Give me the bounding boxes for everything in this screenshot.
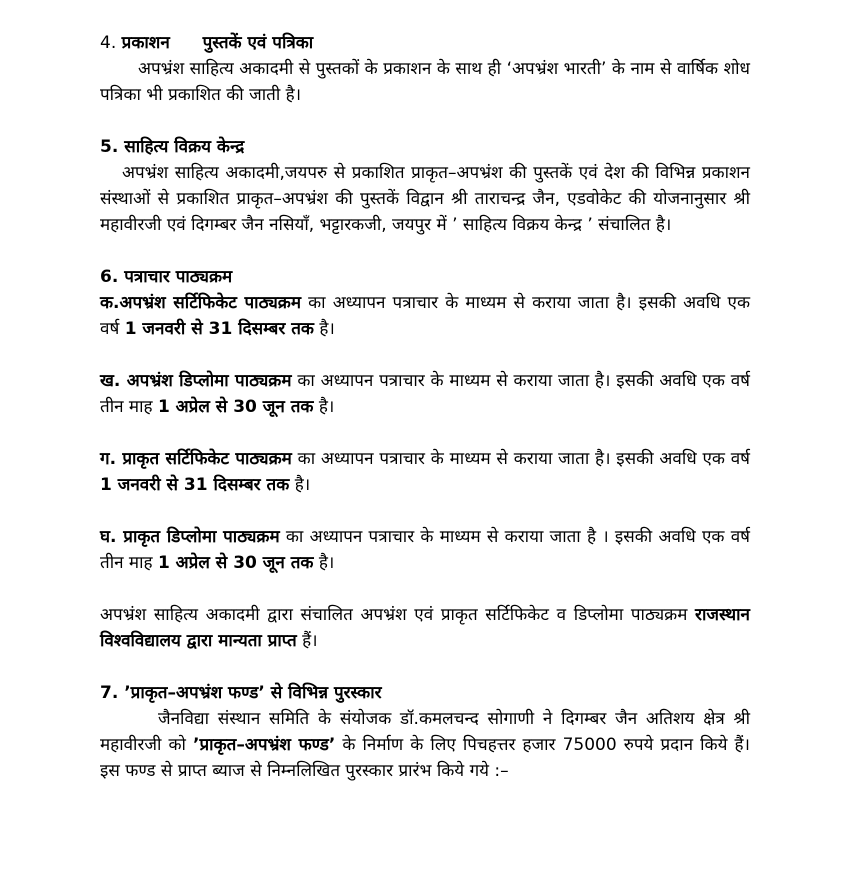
recognition-paragraph xyxy=(100,602,750,654)
section-title: 5. साहित्य विक्रय केन्द्र xyxy=(100,137,245,157)
course-period: 1 जनवरी से 31 दिसम्बर तक xyxy=(124,319,314,339)
section-number: 4. xyxy=(100,33,117,53)
course-period: 1 अप्रेल से 30 जून तक xyxy=(157,553,314,573)
section-sales-centre xyxy=(100,134,750,238)
fund-name: ’प्राकृत–अपभ्रंश फण्ड’ xyxy=(193,735,336,755)
section-title: 7. ’प्राकृत–अपभ्रंश फण्ड’ से विभिन्न पुरस्कार xyxy=(100,683,382,703)
course-end: है। xyxy=(318,397,335,417)
section-body xyxy=(100,706,750,784)
recognition-bold: राजस्थान विश्वविद्यालय द्वारा मान्यता प्राप्त xyxy=(100,605,750,651)
course-item xyxy=(100,290,750,342)
course-period: 1 अप्रेल से 30 जून तक xyxy=(157,397,314,417)
section-publication xyxy=(100,30,750,108)
section-heading xyxy=(100,30,750,56)
course-end: है। xyxy=(318,553,335,573)
course-end: है। xyxy=(319,319,335,339)
document-page xyxy=(100,30,750,784)
course-name: घ. प्राकृत डिप्लोमा पाठ्यक्रम xyxy=(100,527,280,547)
section-title: 6. पत्राचार पाठ्यक्रम xyxy=(100,267,233,287)
section-awards xyxy=(100,680,750,784)
course-name: क.अपभ्रंश सर्टिफिकेट पाठ्यक्रम xyxy=(100,293,301,313)
course-description: का अध्यापन पत्राचार के माध्यम से कराया जाता है। इसकी अवधि एक वर्ष xyxy=(100,293,751,339)
awards-text-a: जैनविद्या संस्थान समिति के संयोजक डॉ.कमलचन्द सोगाणी ने दिगम्बर जैन अतिशय क्षेत्र श्री महावीरजी को xyxy=(100,709,750,755)
recognition-text: अपभ्रंश साहित्य अकादमी द्वारा संचालित अपभ्रंश एवं प्राकृत सर्टिफिकेट व डिप्लोमा पाठ्यक्रम xyxy=(100,605,688,625)
course-end: है। xyxy=(294,475,311,495)
course-item xyxy=(100,524,750,576)
recognition-end: हैं। xyxy=(302,631,318,651)
section-subtitle: पुस्तकें एवं पत्रिका xyxy=(202,33,314,53)
course-item xyxy=(100,368,750,420)
section-body: अपभ्रंश साहित्य अकादमी से पुस्तकों के प्रकाशन के साथ ही ‘अपभ्रंश भारती’ के नाम से वार्षिक शोध पत्रिका भी प्रकाशित की जाती है। xyxy=(100,59,750,105)
course-description: का अध्यापन पत्राचार के माध्यम से कराया जाता है। इसकी अवधि एक वर्ष xyxy=(297,449,750,469)
section-title: प्रकाशन xyxy=(121,33,170,53)
section-body: अपभ्रंश साहित्य अकादमी,जयपरु से प्रकाशित प्राकृत–अपभ्रंश की पुस्तकें एवं देश की विभिन्न प्रकाशन संस्थाओं से प्रकाशित प्राकृत–अपभ्रंश की पुस्तकें विद्वान श्री ताराचन्द्र जैन, एडवोकेट की योजनानुसार श्री महावीरजी एवं दिगम्बर जैन नसियाँ, भट्टारकजी, जयपुर में ’ साहित्य विक्रय केन्द्र ’ संचालित है। xyxy=(100,163,750,235)
awards-text-b: के निर्माण के लिए पिचहत्तर हजार 75000 रुपये प्रदान किये हैं। इस फण्ड से प्राप्त ब्याज से निम्नलिखित पुरस्कार प्रारंभ किये गये :– xyxy=(100,735,750,781)
course-item xyxy=(100,446,750,498)
course-description: का अध्यापन पत्राचार के माध्यम से कराया जाता है । इसकी अवधि एक वर्ष तीन माह xyxy=(100,527,750,573)
course-period: 1 जनवरी से 31 दिसम्बर तक xyxy=(100,475,290,495)
section-correspondence-course xyxy=(100,264,750,654)
course-name: ग. प्राकृत सर्टिफिकेट पाठ्यक्रम xyxy=(100,449,292,469)
course-description: का अध्यापन पत्राचार के माध्यम से कराया जाता है। इसकी अवधि एक वर्ष तीन माह xyxy=(100,371,750,417)
course-name: ख. अपभ्रंश डिप्लोमा पाठ्यक्रम xyxy=(100,371,292,391)
